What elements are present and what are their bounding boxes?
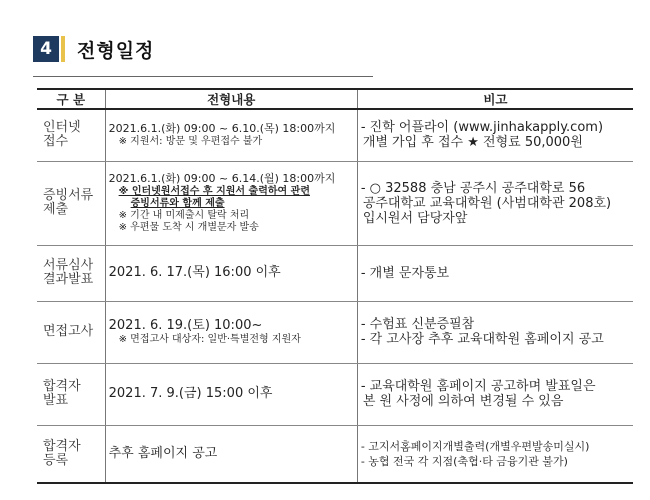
header-category: 구 분 [37, 89, 105, 109]
row-remarks: - 진학 어플라이 (www.jinhakapply.com) 개별 가입 후 접수 ★ 전형료 50,000원 [357, 109, 633, 161]
row-content: 2021. 7. 9.(금) 15:00 이후 [105, 363, 357, 425]
table-row [37, 301, 633, 363]
table-row [37, 363, 633, 425]
row-remarks: - 개별 문자통보 [357, 245, 633, 301]
row-remarks: - 교육대학원 홈페이지 공고하며 발표일은 본 원 사정에 의하여 변경될 수 있음 [357, 363, 633, 425]
section-number-badge: 4 [33, 36, 59, 62]
row-category: 합격자 등록 [37, 425, 105, 483]
row-category: 면접고사 [37, 301, 105, 363]
row-content: 추후 홈페이지 공고 [105, 425, 357, 483]
row-content: 2021. 6. 17.(목) 16:00 이후 [105, 245, 357, 301]
section-accent-bar [61, 36, 65, 62]
table-row [37, 425, 633, 483]
row-category: 서류심사 결과발표 [37, 245, 105, 301]
row-category: 인터넷 접수 [37, 109, 105, 161]
row-content: 2021.6.1.(화) 09:00 ~ 6.10.(목) 18:00까지 ※ 지원서: 방문 및 우편접수 불가 [105, 109, 357, 161]
table-header-row [37, 89, 633, 109]
header-remarks: 비고 [357, 89, 633, 109]
table-row [37, 109, 633, 161]
row-content: 2021. 6. 19.(토) 10:00~ ※ 면접고사 대상자: 일반·특별전형 지원자 [105, 301, 357, 363]
section-title: 전형일정 [77, 39, 155, 62]
row-category: 합격자 발표 [37, 363, 105, 425]
section-header [33, 34, 154, 64]
title-underline [33, 76, 373, 77]
header-content: 전형내용 [105, 89, 357, 109]
row-remarks: - ○ 32588 충남 공주시 공주대학로 56 공주대학교 교육대학원 (사범대학관 208호) 입시원서 담당자앞 [357, 161, 633, 245]
row-content: 2021.6.1.(화) 09:00 ~ 6.14.(월) 18:00까지 ※ 인터넷원서접수 후 지원서 출력하여 관련 증빙서류와 함께 제출 ※ 기간 내 미제출시 탈락 처리 ※ 우편물 도착 시 개별문자 발송 [105, 161, 357, 245]
row-category: 증빙서류 제출 [37, 161, 105, 245]
table-row [37, 245, 633, 301]
row-remarks: - 고지서홈페이지개별출력(개별우편발송미실시) - 농협 전국 각 지점(축협·타 금융기관 불가) [357, 425, 633, 483]
schedule-table [37, 88, 633, 484]
table-row [37, 161, 633, 245]
row-remarks: - 수험표 신분증필참 - 각 고사장 추후 교육대학원 홈페이지 공고 [357, 301, 633, 363]
